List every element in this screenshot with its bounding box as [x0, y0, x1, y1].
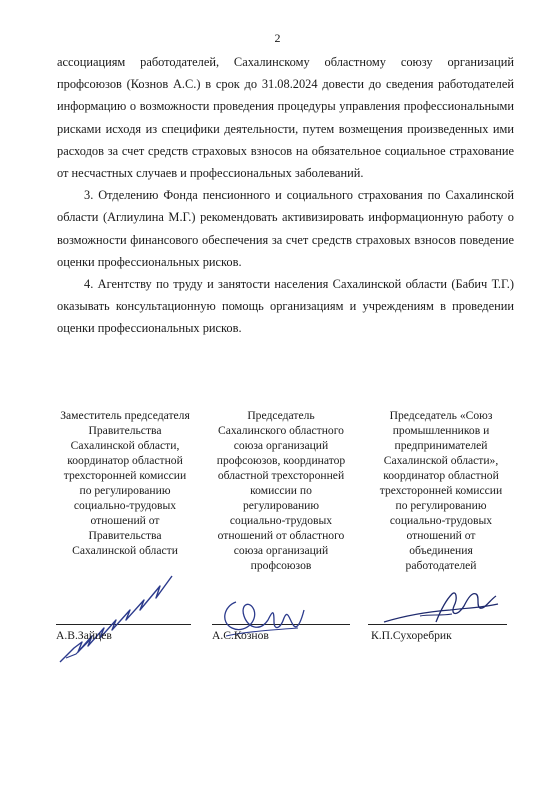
signatory-title-line: социально-трудовых — [229, 514, 333, 527]
document-body — [57, 51, 514, 340]
signatory-title-line: Председатель — [247, 409, 315, 422]
signatory-title-line: профсоюзов, координатор — [216, 454, 346, 467]
signatory-title-line: предпринимателей — [394, 439, 488, 452]
signatory-title-line: комиссии по — [250, 484, 312, 497]
paragraph-item-4: 4. Агентству по труду и занятости населения Сахалинской области (Бабич Т.Г.) оказывать консультационную помощь организациям и учреждениям в проведении оценки профессиональных рисков. — [57, 277, 514, 336]
signatory-title-line: координатор областной — [67, 454, 183, 467]
signatory-title-line: промышленников и — [392, 424, 490, 437]
signatory-title-line: социально-трудовых — [389, 514, 493, 527]
signatory-title-line: трехсторонней комиссии — [63, 469, 187, 482]
signatory-title-line: объединения — [409, 544, 473, 557]
signatory-title-line: отношений от — [90, 514, 160, 527]
paragraph-item-3: 3. Отделению Фонда пенсионного и социального страхования по Сахалинской области (Аглиулина М.Г.) рекомендовать активизировать информационную работу о возможности финансового обеспечения за счет средств страховых взносов поведение оценки профессиональных рисков. — [57, 188, 514, 269]
signatory-title-line: союза организаций — [233, 544, 329, 557]
signatory-title-line: по регулированию — [395, 499, 487, 512]
signatory-block-1 — [50, 408, 200, 558]
signatory-title-line: Сахалинской области — [72, 544, 178, 557]
signatory-title-line: Сахалинской области», — [383, 454, 499, 467]
signatory-title-line: отношений от — [406, 529, 476, 542]
signatory-title-line: социально-трудовых — [73, 499, 177, 512]
signatory-title-line: союза организаций — [233, 439, 329, 452]
page-number: 2 — [274, 31, 281, 45]
signatory-name-2: А.С.Кознов — [212, 629, 269, 642]
signature-sukhorebrik — [380, 586, 510, 630]
signatory-title-line: Сахалинского областного — [218, 424, 344, 437]
signatory-title-line: Заместитель председателя — [60, 409, 190, 422]
signatory-title-line: по регулированию — [79, 484, 171, 497]
signatory-title-line: координатор областной — [383, 469, 499, 482]
signatory-name-3: К.П.Сухоребрик — [371, 629, 452, 642]
signatory-title-line: Сахалинской области, — [70, 439, 180, 452]
signatory-block-2 — [207, 408, 355, 573]
signatory-title-line: отношений от областного — [217, 529, 345, 542]
signature-zaytsev — [52, 570, 182, 670]
signatory-title-line: Председатель «Союз — [389, 409, 493, 422]
signatory-title-line: регулированию — [242, 499, 320, 512]
paragraph-continuation: ассоциациям работодателей, Сахалинскому областному союзу организаций профсоюзов (Кознов А.С.) в срок до 31.08.2024 довести до сведения работодателей информацию о возможности проведения процедуры управления профессиональными рисками исходя из специфики деятельности, путем возмещения произведенных ими расходов за счет средств страховых взносов на обязательное социальное страхование от несчастных случаев и профессиональных заболеваний. — [57, 55, 514, 181]
signatory-title-line: Правительства — [88, 424, 162, 437]
signatory-title-line: работодателей — [405, 559, 477, 572]
signatory-block-3 — [366, 408, 516, 573]
signatory-title-line: профсоюзов — [250, 559, 312, 572]
signatory-title-line: Правительства — [88, 529, 162, 542]
signatory-title-line: трехсторонней комиссии — [379, 484, 503, 497]
signatory-title-line: областной трехсторонней — [217, 469, 345, 482]
signatory-name-1: А.В.Зайцев — [56, 629, 112, 642]
